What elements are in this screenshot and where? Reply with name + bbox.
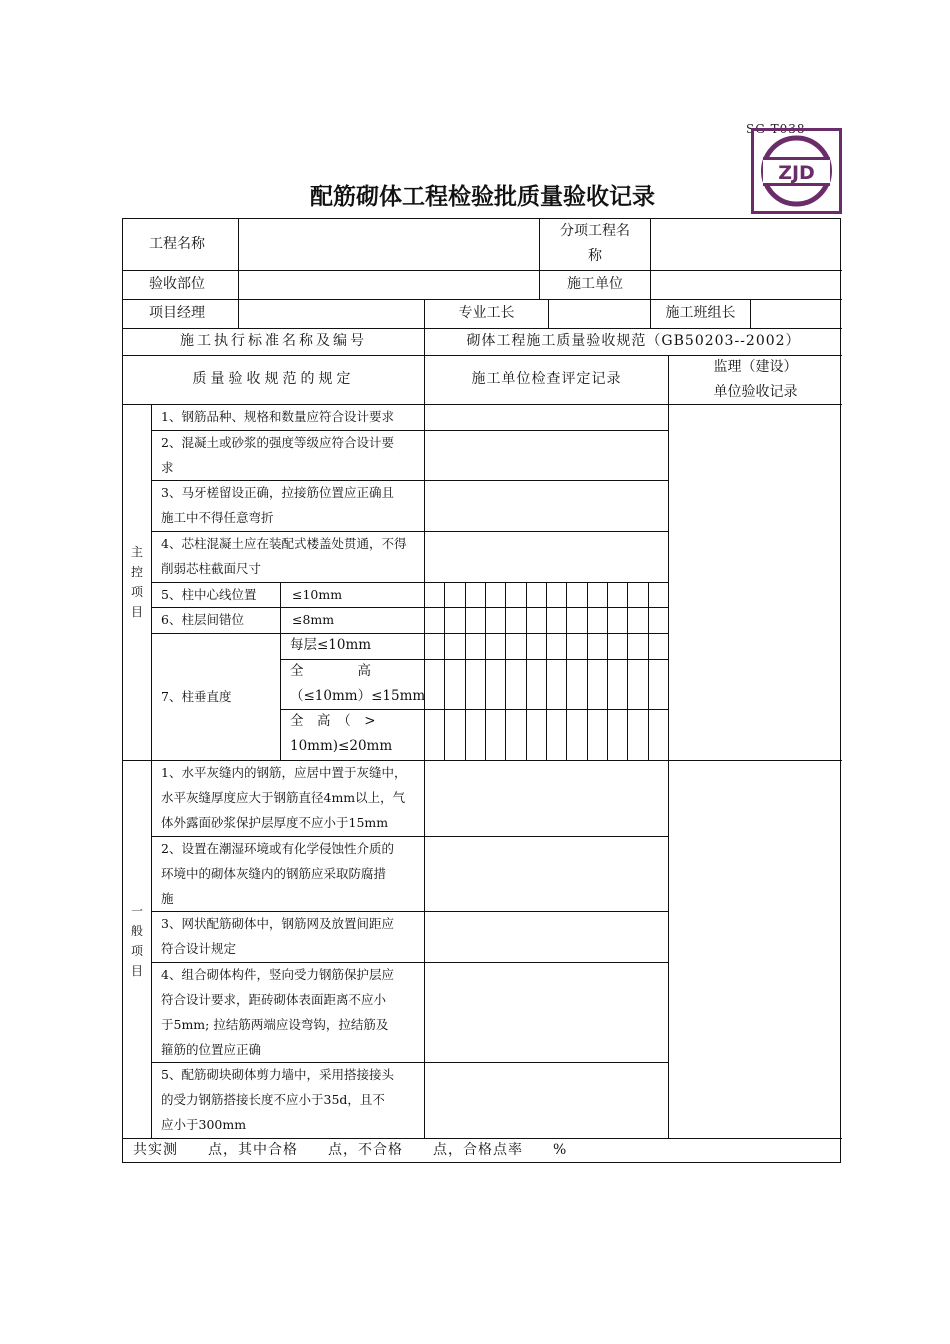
main-item-7-tolerance: （≤10mm）≤15mm [290,688,426,704]
general-item-2-line: 施 [161,891,174,906]
project-manager-label: 项目经理 [149,305,205,321]
general-item-4-line: 符合设计要求，距砖砌体表面距离不应小 [161,992,387,1007]
general-item-1-line: 1、水平灰缝内的钢筋，应居中置于灰缝中， [161,765,407,780]
sub-project-label-line2: 称 [588,248,602,264]
main-item-5-name: 5、柱中心线位置 [161,587,257,602]
tolerance-grid-line [505,582,506,760]
sub-project-label-line1: 分项工程名 [560,223,630,239]
main-item-5-tolerance: ≤10mm [292,587,343,602]
spec-column-header: 质量验收规范的规定 [192,371,355,387]
general-item-3-line: 符合设计规定 [161,941,237,956]
general-item-4-line: 于5mm; 拉结筋两端应设弯钩，拉结筋及 [161,1017,389,1032]
general-item-4-line: 4、组合砌体构件，竖向受力钢筋保护层应 [161,967,394,982]
project-name-label: 工程名称 [149,236,205,252]
general-item-5-line: 应小于300mm [161,1117,247,1132]
main-item-4-line: 4、芯柱混凝土应在装配式楼盖处贯通，不得 [161,536,407,551]
construction-unit-label: 施工单位 [567,276,623,292]
main-item-7-tolerance: 全 高 [290,663,371,679]
tolerance-grid-line [444,582,445,760]
acceptance-part-label: 验收部位 [149,276,205,292]
main-item-7-name: 7、柱垂直度 [161,689,232,704]
main-item-7-tolerance: 全 高 （ > [290,713,376,729]
general-item-1-line: 水平灰缝厚度应大于钢筋直径4mm以上，气 [161,790,406,805]
supervisor-column-header-line2: 单位验收记录 [713,384,798,400]
main-item-6-tolerance: ≤8mm [292,612,335,627]
general-item-5-line: 5、配筋砌块砌体剪力墙中，采用搭接接头 [161,1067,394,1082]
general-item-2-line: 2、设置在潮湿环境或有化学侵蚀性介质的 [161,841,394,856]
general-item-4-line: 箍筋的位置应正确 [161,1042,262,1057]
page-title: 配筋砌体工程检验批质量验收记录 [310,184,655,210]
inspection-table [122,218,841,1163]
tolerance-grid-line [587,582,588,760]
general-item-1-line: 体外露面砂浆保护层厚度不应小于15mm [161,815,389,830]
standard-value: 砌体工程施工质量验收规范（GB50203--2002） [466,333,801,349]
tolerance-grid-line [566,582,567,760]
general-item-2-line: 环境中的砌体灰缝内的钢筋应采取防腐措 [161,866,387,881]
main-control-section-label: 主控项目 [130,545,143,619]
tolerance-grid-line [526,582,527,760]
general-item-5-line: 的受力钢筋搭接长度不应小于35d，且不 [161,1092,385,1107]
foreman-label: 专业工长 [458,305,515,321]
standard-label: 施工执行标准名称及编号 [180,333,367,349]
main-item-2-line: 2、混凝土或砂浆的强度等级应符合设计要 [161,435,394,450]
main-item-7-tolerance: 每层≤10mm [290,637,372,653]
general-section-label: 一般项目 [130,904,143,978]
tolerance-grid-line [607,582,608,760]
main-item-7-tolerance: 10mm)≤20mm [290,738,393,754]
tolerance-grid-line [627,582,628,760]
team-leader-label: 施工班组长 [665,305,736,321]
contractor-check-column-header: 施工单位检查评定记录 [471,371,622,387]
tolerance-grid-line [648,582,649,760]
main-item-3-line: 3、马牙槎留设正确，拉接筋位置应正确且 [161,485,394,500]
main-item-1-line: 1、钢筋品种、规格和数量应符合设计要求 [161,409,394,424]
main-item-6-name: 6、柱层间错位 [161,612,244,627]
document-code: SG-T038 [746,122,806,136]
general-item-3-line: 3、网状配筋砌体中，钢筋网及放置间距应 [161,916,394,931]
main-item-4-line: 削弱芯柱截面尺寸 [161,561,262,576]
tolerance-grid-line [465,582,466,760]
tolerance-grid-line [546,582,547,760]
tolerance-grid-line [485,582,486,760]
logo-text: ZJD [778,162,815,184]
summary-row: 共实测 点，其中合格 点，不合格 点，合格点率 % [133,1142,568,1158]
main-item-2-line: 求 [161,460,174,475]
main-item-3-line: 施工中不得任意弯折 [161,510,274,525]
supervisor-column-header-line1: 监理（建设） [713,359,798,375]
